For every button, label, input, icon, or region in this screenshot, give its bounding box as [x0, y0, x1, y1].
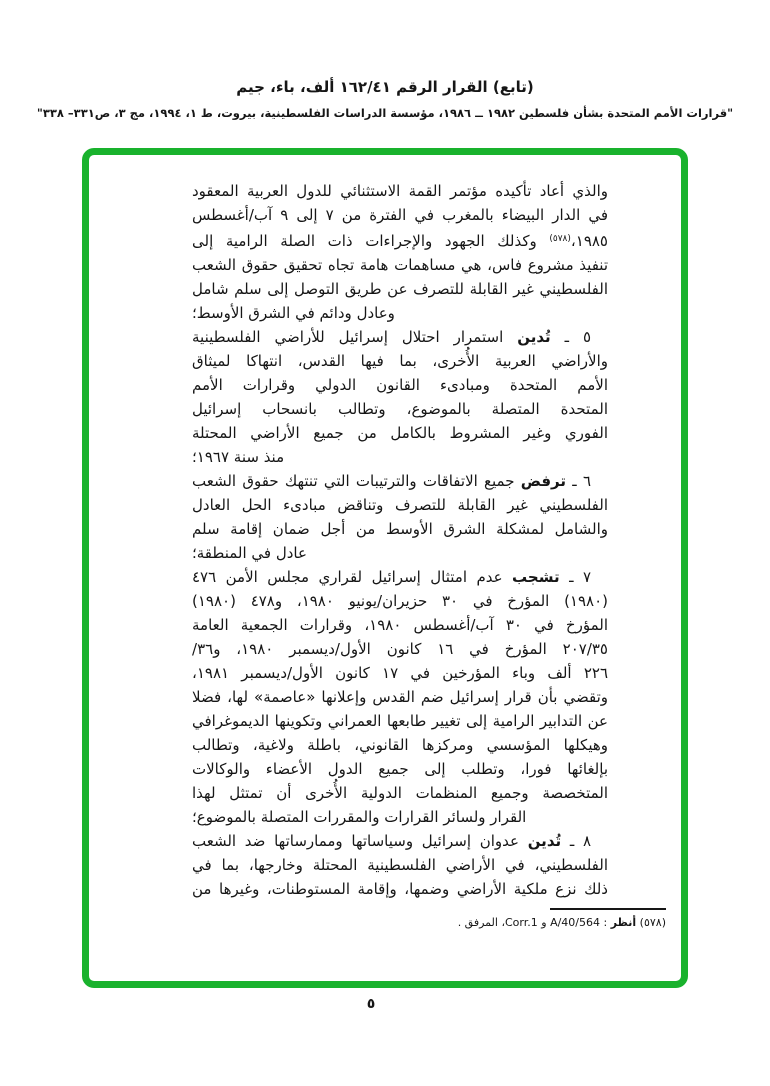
text-segment: :	[600, 916, 611, 929]
text-line	[192, 709, 608, 733]
text-segment: منذ سنة ١٩٦٧؛	[192, 448, 285, 466]
text-segment: جميع الاتفاقات والترتيبات التي تنتهك حقوق الشعب	[192, 472, 521, 490]
source-citation: "قرارات الأمم المتحدة بشأن فلسطين ١٩٨٢ ــ ١٩٨٦، مؤسسة الدراسات الفلسطينية، بيروت، ط ١، ١٩٩٤، مج ٣، ص٣٣١– ٣٣٨"	[36, 106, 734, 120]
text-line	[192, 469, 608, 493]
text-line	[192, 253, 608, 277]
text-segment: الفلسطيني غير القابلة للتصرف وتناقض مبادىء الحل العادل	[192, 496, 608, 514]
text-segment: تشجب	[512, 568, 560, 586]
footnote-text	[89, 915, 666, 931]
text-segment: ٨ ـ	[561, 832, 591, 850]
text-line	[192, 301, 608, 325]
text-segment: بإلغائها فورا، وتطلب إلى جميع الدول الأعضاء والوكالات	[192, 760, 608, 778]
text-segment: وكذلك الجهود والإجراءات ذات الصلة الرامية إلى	[192, 232, 550, 250]
text-line	[192, 277, 608, 301]
footnote-reference: (٥٧٨)	[549, 234, 571, 244]
text-segment: ، المرفق .	[457, 916, 505, 929]
text-segment: وعادل ودائم في الشرق الأوسط؛	[192, 304, 395, 322]
text-segment: و	[537, 916, 551, 929]
text-segment: ٦ ـ	[566, 472, 591, 490]
text-segment: (١٩٨٠) المؤرخ في ٣٠ حزيران/يونيو ١٩٨٠، و٤٧٨ (١٩٨٠)	[192, 592, 609, 610]
text-segment: المتخصصة وجميع المنظمات الدولية الأُخرى أن تمتثل لهذا	[192, 784, 608, 802]
paragraph	[192, 565, 608, 829]
text-line	[192, 325, 608, 349]
footnote	[89, 908, 666, 931]
text-segment: المتحدة المتصلة بالموضوع، وتطالب بانسحاب إسرائيل	[192, 400, 608, 418]
text-segment: والذي أعاد تأكيده مؤتمر القمة الاستثنائي للدول العربية المعقود	[192, 182, 608, 200]
text-segment: المؤرخ في ٣٠ آب/أغسطس ١٩٨٠، وقرارات الجمعية العامة	[192, 616, 608, 634]
text-line	[192, 661, 608, 685]
text-segment: في الدار البيضاء بالمغرب في الفترة من ٧ إلى ٩ آب/أغسطس	[192, 206, 609, 224]
text-segment: وتقضي بأن قرار إسرائيل ضم القدس وإعلانها «عاصمة» لها، فضلا	[192, 688, 608, 706]
text-line	[192, 781, 608, 805]
text-line	[192, 613, 608, 637]
text-line	[192, 445, 608, 469]
highlight-border-box	[82, 148, 688, 988]
text-line	[192, 805, 608, 829]
text-segment: القرار ولسائر القرارات والمقررات المتصلة بالموضوع؛	[192, 808, 527, 826]
text-segment: وهيكلها المؤسسي ومركزها القانوني، باطلة ولاغية، وتطالب	[192, 736, 608, 754]
text-segment: عدوان إسرائيل وسياساتها وممارساتها ضد الشعب	[192, 832, 528, 850]
paragraph	[192, 325, 608, 469]
paragraph	[192, 829, 608, 901]
text-line	[192, 637, 608, 661]
text-line	[192, 179, 608, 203]
text-line	[192, 565, 608, 589]
text-segment: تُدين	[527, 832, 562, 850]
text-line	[192, 493, 608, 517]
text-segment: ذلك نزع ملكية الأراضي وضمها، وإقامة المستوطنات، وغيرها من	[192, 880, 608, 898]
text-line	[192, 349, 608, 373]
text-line	[192, 373, 608, 397]
resolution-title: (تابع) القرار الرقم ٤١‏/‏١٦٢ ألف، باء، جيم	[236, 78, 534, 96]
text-segment: Corr.1	[505, 916, 538, 929]
text-segment: الفوري وغير المشروط بالكامل من جميع الأراضي المحتلة	[192, 424, 608, 442]
text-segment: استمرار احتلال إسرائيل للأراضي الفلسطينية	[192, 328, 518, 346]
page-number: ٥	[366, 996, 376, 1012]
text-segment: ٥ ـ	[550, 328, 591, 346]
text-segment: عدم امتثال إسرائيل لقراري مجلس الأمن ٤٧٦	[192, 568, 513, 586]
text-segment: الأمم المتحدة ومبادىء القانون الدولي وقرارات الأمم	[192, 376, 608, 394]
text-line	[192, 421, 608, 445]
text-segment: ١٩٨٥،	[570, 232, 608, 250]
text-segment: عادل في المنطقة؛	[192, 544, 307, 562]
text-segment: تُدين	[517, 328, 551, 346]
text-line	[192, 541, 608, 565]
body-text	[192, 179, 608, 901]
text-segment: A/40/564	[550, 916, 600, 929]
text-segment: تنفيذ مشروع فاس، هي مساهمات هامة تجاه تحقيق حقوق الشعب	[192, 256, 608, 274]
text-segment: ٧ ـ	[559, 568, 591, 586]
paragraph	[192, 469, 608, 565]
text-segment: ٣٥‏/‏٢٠٧ المؤرخ في ١٦ كانون الأول/ديسمبر ١٩٨٠، و٣٦/	[192, 640, 608, 658]
footnote-rule	[550, 908, 666, 910]
text-segment: والشامل لمشكلة الشرق الأوسط من أجل ضمان إقامة سلم	[192, 520, 608, 538]
text-segment: ترفض	[520, 472, 567, 490]
text-line	[192, 397, 608, 421]
text-segment: أنظر	[610, 916, 637, 929]
text-segment: عن التدابير الرامية إلى تغيير طابعها العمراني وتكوينها الديموغرافي	[192, 712, 608, 730]
text-line	[192, 757, 608, 781]
text-segment: الفلسطيني غير القابلة للتصرف عن طريق التوصل إلى سلم شامل	[192, 280, 608, 298]
text-line	[192, 227, 608, 253]
paragraph	[192, 179, 608, 325]
text-line	[192, 589, 608, 613]
text-segment: الفلسطيني، في الأراضي الفلسطينية المحتلة وخارجها، بما في	[192, 856, 608, 874]
text-line	[192, 829, 608, 853]
text-line	[192, 685, 608, 709]
text-segment: (٥٧٨)	[636, 916, 666, 929]
text-line	[192, 733, 608, 757]
text-segment: ٢٢٦ ألف وباء المؤرخين في ١٧ كانون الأول/ديسمبر ١٩٨١،	[192, 664, 608, 682]
text-segment: والأراضي العربية الأُخرى، بما فيها القدس، انتهاكا لميثاق	[192, 352, 608, 370]
text-line	[192, 877, 608, 901]
text-line	[192, 203, 608, 227]
text-line	[192, 517, 608, 541]
text-line	[192, 853, 608, 877]
